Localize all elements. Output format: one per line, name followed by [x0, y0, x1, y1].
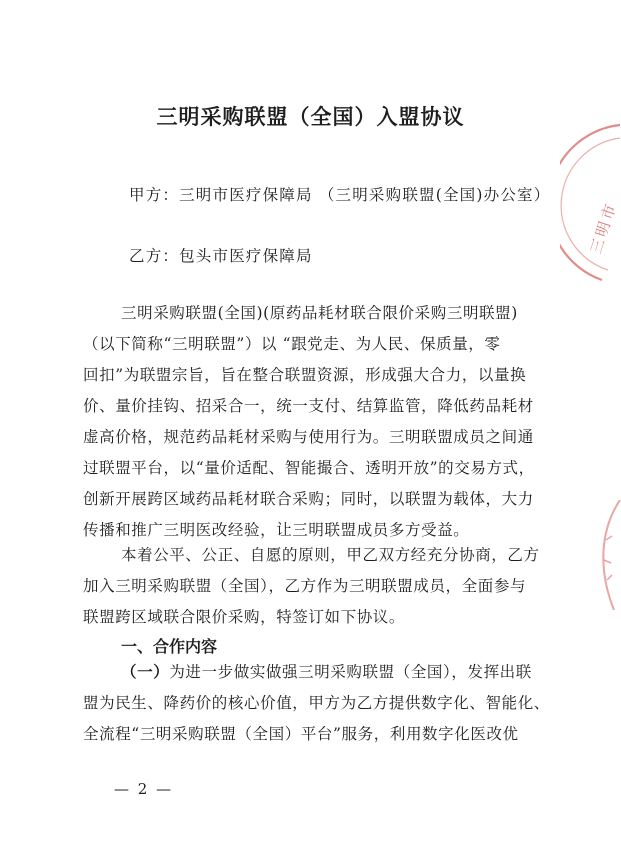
item-1-first-line — [121, 660, 532, 682]
paragraph-line: 加入三明采购联盟（全国），乙方作为三明联盟成员，全面参与 — [83, 577, 527, 595]
paragraph-line: 过联盟平台，以“量价适配、智能撮合、透明开放”的交易方式， — [83, 459, 535, 477]
paragraph-line: 联盟跨区域联合限价采购，特签订如下协议。 — [83, 608, 406, 626]
paragraph-line: 全流程“三明采购联盟（全国）平台”服务，利用数字化医改优 — [83, 725, 519, 743]
official-seal-partial — [560, 120, 621, 290]
page-number: — 2 — — [114, 780, 174, 798]
seal-text: 三明市 — [586, 199, 621, 257]
paragraph-line: 创新开展跨区域药品耗材联合采购；同时，以联盟为载体，大力 — [83, 490, 534, 508]
party-a: 甲方：三明市医疗保障局 （三明采购联盟(全国)办公室） — [129, 186, 551, 204]
paragraph-line: 传播和推广三明医改经验，让三明联盟成员多方受益。 — [83, 521, 470, 539]
item-1-lead: （一） — [121, 663, 170, 681]
page-title: 三明采购联盟（全国）入盟协议 — [156, 105, 465, 129]
official-seal-edge-fragment — [592, 500, 621, 610]
paragraph-line: 盟为民生、降药价的核心价值，甲方为乙方提供数字化、智能化、 — [83, 694, 550, 712]
section-heading: 一、合作内容 — [121, 637, 218, 656]
paragraph-line: （以下简称“三明联盟”）以 “跟党走、为人民、保质量，零 — [83, 335, 501, 353]
paragraph-line: 回扣”为联盟宗旨，旨在整合联盟资源，形成强大合力，以量换 — [83, 366, 527, 384]
paragraph-line: 虚高价格，规范药品耗材采购与使用行为。三明联盟成员之间通 — [83, 428, 534, 446]
paragraph-line: 三明采购联盟(全国)(原药品耗材联合限价采购三明联盟) — [121, 304, 518, 322]
paragraph-line: 本着公平、公正、自愿的原则，甲乙双方经充分协商，乙方 — [121, 546, 540, 564]
paragraph-line: 价、量价挂钩、招采合一，统一支付、结算监管，降低药品耗材 — [83, 397, 534, 415]
item-1-text: 为进一步做实做强三明采购联盟（全国），发挥出联 — [169, 663, 532, 681]
party-b: 乙方：包头市医疗保障局 — [129, 247, 313, 265]
